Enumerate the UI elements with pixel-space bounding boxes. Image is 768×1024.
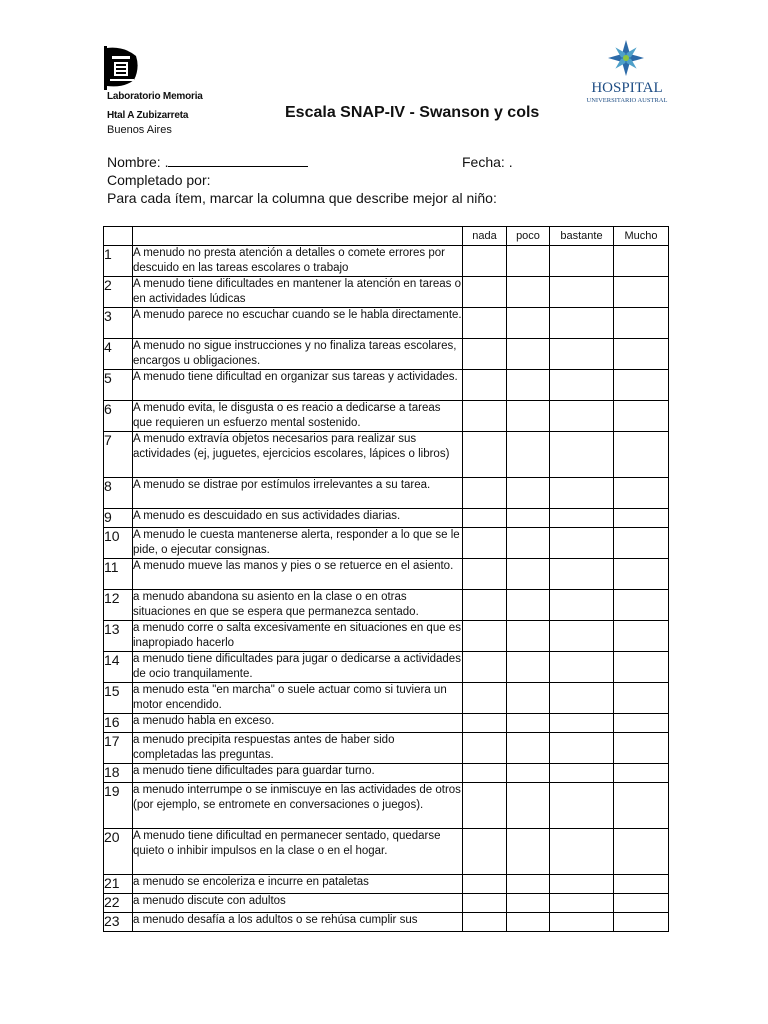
- city-name: Buenos Aires: [107, 124, 172, 136]
- item-text: A menudo es descuidado en sus actividades diarias.: [133, 509, 463, 528]
- rating-cell-bastante[interactable]: [550, 683, 614, 714]
- rating-cell-mucho[interactable]: [614, 652, 669, 683]
- hospital-austral-logo: [586, 36, 668, 108]
- rating-cell-bastante[interactable]: [550, 829, 614, 875]
- item-text: a menudo interrumpe o se inmiscuye en las actividades de otros (por ejemplo, se entromete en conversaciones o juegos).: [133, 783, 463, 829]
- item-text: A menudo se distrae por estímulos irrelevantes a su tarea.: [133, 478, 463, 509]
- rating-cell-bastante[interactable]: [550, 875, 614, 894]
- rating-cell-poco[interactable]: [507, 829, 550, 875]
- item-number: 6: [104, 401, 133, 432]
- rating-cell-poco[interactable]: [507, 913, 550, 932]
- rating-cell-mucho[interactable]: [614, 894, 669, 913]
- table-row: [104, 370, 669, 401]
- table-row: [104, 783, 669, 829]
- table-row: [104, 683, 669, 714]
- rating-cell-bastante[interactable]: [550, 783, 614, 829]
- rating-cell-bastante[interactable]: [550, 401, 614, 432]
- rating-cell-nada[interactable]: [463, 277, 507, 308]
- hospital-logo-subtext: UNIVERSITARIO AUSTRAL: [586, 97, 668, 104]
- rating-cell-poco[interactable]: [507, 621, 550, 652]
- date-field[interactable]: [462, 154, 513, 170]
- rating-cell-poco[interactable]: [507, 590, 550, 621]
- item-number: 17: [104, 733, 133, 764]
- table-row: [104, 764, 669, 783]
- item-number: 21: [104, 875, 133, 894]
- rating-cell-nada[interactable]: [463, 528, 507, 559]
- completed-by-label: Completado por:: [107, 172, 211, 188]
- item-text: A menudo extravía objetos necesarios para realizar sus actividades (ej, juguetes, ejercicios escolares, lápices o libros): [133, 432, 463, 478]
- rating-cell-poco[interactable]: [507, 370, 550, 401]
- rating-cell-mucho[interactable]: [614, 733, 669, 764]
- rating-cell-nada[interactable]: [463, 783, 507, 829]
- rating-cell-mucho[interactable]: [614, 509, 669, 528]
- item-number: 3: [104, 308, 133, 339]
- item-number: 4: [104, 339, 133, 370]
- rating-cell-bastante[interactable]: [550, 621, 614, 652]
- rating-cell-nada[interactable]: [463, 246, 507, 277]
- item-number: 23: [104, 913, 133, 932]
- item-number: 16: [104, 714, 133, 733]
- rating-cell-nada[interactable]: [463, 894, 507, 913]
- item-text: A menudo tiene dificultad en organizar sus tareas y actividades.: [133, 370, 463, 401]
- name-field[interactable]: [107, 154, 308, 170]
- rating-cell-mucho[interactable]: [614, 783, 669, 829]
- hospital-logo-text: HOSPITAL: [591, 80, 663, 96]
- table-header-row: [104, 227, 669, 246]
- item-number: 5: [104, 370, 133, 401]
- item-number: 1: [104, 246, 133, 277]
- table-row: [104, 894, 669, 913]
- rating-cell-poco[interactable]: [507, 714, 550, 733]
- rating-cell-bastante[interactable]: [550, 509, 614, 528]
- item-number: 10: [104, 528, 133, 559]
- rating-cell-poco[interactable]: [507, 401, 550, 432]
- item-number: 8: [104, 478, 133, 509]
- rating-cell-mucho[interactable]: [614, 277, 669, 308]
- rating-cell-bastante[interactable]: [550, 246, 614, 277]
- instructions-text: Para cada ítem, marcar la columna que describe mejor al niño:: [107, 190, 497, 206]
- rating-cell-mucho[interactable]: [614, 683, 669, 714]
- rating-cell-bastante[interactable]: [550, 913, 614, 932]
- item-number: 2: [104, 277, 133, 308]
- item-text: a menudo tiene dificultades para jugar o dedicarse a actividades de ocio tranquilamente.: [133, 652, 463, 683]
- rating-cell-poco[interactable]: [507, 432, 550, 478]
- item-text: a menudo abandona su asiento en la clase o en otras situaciones en que se espera que permanezca sentado.: [133, 590, 463, 621]
- page-title: Escala SNAP-IV - Swanson y cols: [285, 104, 540, 121]
- snap-iv-table: [103, 226, 669, 932]
- table-row: [104, 829, 669, 875]
- rating-cell-nada[interactable]: [463, 875, 507, 894]
- column-header-bastante: bastante: [550, 227, 614, 246]
- rating-cell-bastante[interactable]: [550, 277, 614, 308]
- table-row: [104, 528, 669, 559]
- rating-cell-poco[interactable]: [507, 764, 550, 783]
- rating-cell-poco[interactable]: [507, 894, 550, 913]
- rating-cell-bastante[interactable]: [550, 714, 614, 733]
- table-row: [104, 621, 669, 652]
- item-text: a menudo corre o salta excesivamente en situaciones en que es inapropiado hacerlo: [133, 621, 463, 652]
- rating-cell-nada[interactable]: [463, 683, 507, 714]
- rating-cell-mucho[interactable]: [614, 714, 669, 733]
- rating-cell-mucho[interactable]: [614, 432, 669, 478]
- item-text: a menudo precipita respuestas antes de haber sido completadas las preguntas.: [133, 733, 463, 764]
- rating-cell-nada[interactable]: [463, 714, 507, 733]
- rating-cell-poco[interactable]: [507, 478, 550, 509]
- rating-cell-poco[interactable]: [507, 733, 550, 764]
- table-row: [104, 432, 669, 478]
- item-text: A menudo parece no escuchar cuando se le habla directamente.: [133, 308, 463, 339]
- rating-cell-nada[interactable]: [463, 590, 507, 621]
- item-number: 18: [104, 764, 133, 783]
- star-flower-icon: [605, 37, 647, 79]
- rating-cell-bastante[interactable]: [550, 559, 614, 590]
- table-row: [104, 559, 669, 590]
- rating-cell-poco[interactable]: [507, 559, 550, 590]
- item-number: 12: [104, 590, 133, 621]
- rating-cell-mucho[interactable]: [614, 764, 669, 783]
- item-number: 13: [104, 621, 133, 652]
- table-row: [104, 733, 669, 764]
- table-row: [104, 652, 669, 683]
- column-header-poco: poco: [507, 227, 550, 246]
- rating-cell-poco[interactable]: [507, 652, 550, 683]
- table-row: [104, 875, 669, 894]
- table-row: [104, 509, 669, 528]
- rating-cell-nada[interactable]: [463, 829, 507, 875]
- item-text: A menudo no sigue instrucciones y no finaliza tareas escolares, encargos u obligaciones.: [133, 339, 463, 370]
- name-underline[interactable]: [168, 154, 308, 167]
- item-text: A menudo tiene dificultades en mantener la atención en tareas o en actividades lúdicas: [133, 277, 463, 308]
- table-row: [104, 714, 669, 733]
- table-row: [104, 590, 669, 621]
- rating-cell-nada[interactable]: [463, 432, 507, 478]
- item-text: A menudo evita, le disgusta o es reacio a dedicarse a tareas que requieren un esfuerzo mental sostenido.: [133, 401, 463, 432]
- laboratory-name: Laboratorio Memoria: [107, 91, 203, 102]
- rating-cell-mucho[interactable]: [614, 913, 669, 932]
- date-label: Fecha: .: [462, 154, 513, 170]
- item-text: a menudo discute con adultos: [133, 894, 463, 913]
- table-row: [104, 339, 669, 370]
- item-text: a menudo desafía a los adultos o se rehúsa cumplir sus: [133, 913, 463, 932]
- rating-cell-nada[interactable]: [463, 308, 507, 339]
- item-number: 20: [104, 829, 133, 875]
- rating-cell-poco[interactable]: [507, 308, 550, 339]
- rating-cell-nada[interactable]: [463, 652, 507, 683]
- item-text: A menudo le cuesta mantenerse alerta, responder a lo que se le pide, o ejecutar consignas.: [133, 528, 463, 559]
- item-number: 19: [104, 783, 133, 829]
- rating-cell-bastante[interactable]: [550, 370, 614, 401]
- laboratory-logo-icon: [104, 46, 140, 90]
- rating-cell-bastante[interactable]: [550, 308, 614, 339]
- rating-cell-mucho[interactable]: [614, 621, 669, 652]
- rating-cell-nada[interactable]: [463, 339, 507, 370]
- rating-cell-nada[interactable]: [463, 764, 507, 783]
- rating-cell-mucho[interactable]: [614, 401, 669, 432]
- item-text: A menudo mueve las manos y pies o se retuerce en el asiento.: [133, 559, 463, 590]
- rating-cell-poco[interactable]: [507, 683, 550, 714]
- rating-cell-mucho[interactable]: [614, 875, 669, 894]
- rating-cell-mucho[interactable]: [614, 829, 669, 875]
- rating-cell-mucho[interactable]: [614, 478, 669, 509]
- table-row: [104, 478, 669, 509]
- table-row: [104, 401, 669, 432]
- rating-cell-poco[interactable]: [507, 339, 550, 370]
- rating-cell-mucho[interactable]: [614, 339, 669, 370]
- rating-cell-mucho[interactable]: [614, 370, 669, 401]
- rating-cell-poco[interactable]: [507, 509, 550, 528]
- rating-cell-bastante[interactable]: [550, 590, 614, 621]
- rating-cell-nada[interactable]: [463, 733, 507, 764]
- rating-cell-nada[interactable]: [463, 913, 507, 932]
- item-text: a menudo esta "en marcha" o suele actuar como si tuviera un motor encendido.: [133, 683, 463, 714]
- name-label: Nombre: .: [107, 154, 169, 170]
- header-number-cell: [104, 227, 133, 246]
- item-text: a menudo se encoleriza e incurre en pataletas: [133, 875, 463, 894]
- rating-cell-mucho[interactable]: [614, 308, 669, 339]
- rating-cell-bastante[interactable]: [550, 478, 614, 509]
- rating-cell-poco[interactable]: [507, 246, 550, 277]
- rating-cell-bastante[interactable]: [550, 652, 614, 683]
- rating-cell-bastante[interactable]: [550, 764, 614, 783]
- rating-cell-nada[interactable]: [463, 559, 507, 590]
- table-row: [104, 277, 669, 308]
- rating-cell-poco[interactable]: [507, 528, 550, 559]
- rating-cell-nada[interactable]: [463, 401, 507, 432]
- table-row: [104, 913, 669, 932]
- rating-cell-bastante[interactable]: [550, 733, 614, 764]
- rating-cell-bastante[interactable]: [550, 432, 614, 478]
- rating-cell-nada[interactable]: [463, 621, 507, 652]
- item-number: 15: [104, 683, 133, 714]
- rating-cell-bastante[interactable]: [550, 339, 614, 370]
- item-text: A menudo tiene dificultad en permanecer sentado, quedarse quieto o inhibir impulsos en la clase o en el hogar.: [133, 829, 463, 875]
- table-row: [104, 246, 669, 277]
- rating-cell-mucho[interactable]: [614, 590, 669, 621]
- rating-cell-poco[interactable]: [507, 277, 550, 308]
- rating-cell-bastante[interactable]: [550, 528, 614, 559]
- item-number: 14: [104, 652, 133, 683]
- rating-cell-nada[interactable]: [463, 509, 507, 528]
- header-item-cell: [133, 227, 463, 246]
- item-text: A menudo no presta atención a detalles o comete errores por descuido en las tareas escolares o trabajo: [133, 246, 463, 277]
- item-number: 7: [104, 432, 133, 478]
- rating-cell-nada[interactable]: [463, 478, 507, 509]
- rating-cell-bastante[interactable]: [550, 894, 614, 913]
- item-text: a menudo habla en exceso.: [133, 714, 463, 733]
- rating-cell-mucho[interactable]: [614, 528, 669, 559]
- rating-cell-poco[interactable]: [507, 783, 550, 829]
- item-number: 9: [104, 509, 133, 528]
- table-row: [104, 308, 669, 339]
- item-text: a menudo tiene dificultades para guardar turno.: [133, 764, 463, 783]
- rating-cell-mucho[interactable]: [614, 559, 669, 590]
- rating-cell-mucho[interactable]: [614, 246, 669, 277]
- item-number: 11: [104, 559, 133, 590]
- column-header-mucho: Mucho: [614, 227, 669, 246]
- hospital-name: Htal A Zubizarreta: [107, 110, 189, 121]
- item-number: 22: [104, 894, 133, 913]
- column-header-nada: nada: [463, 227, 507, 246]
- rating-cell-nada[interactable]: [463, 370, 507, 401]
- rating-cell-poco[interactable]: [507, 875, 550, 894]
